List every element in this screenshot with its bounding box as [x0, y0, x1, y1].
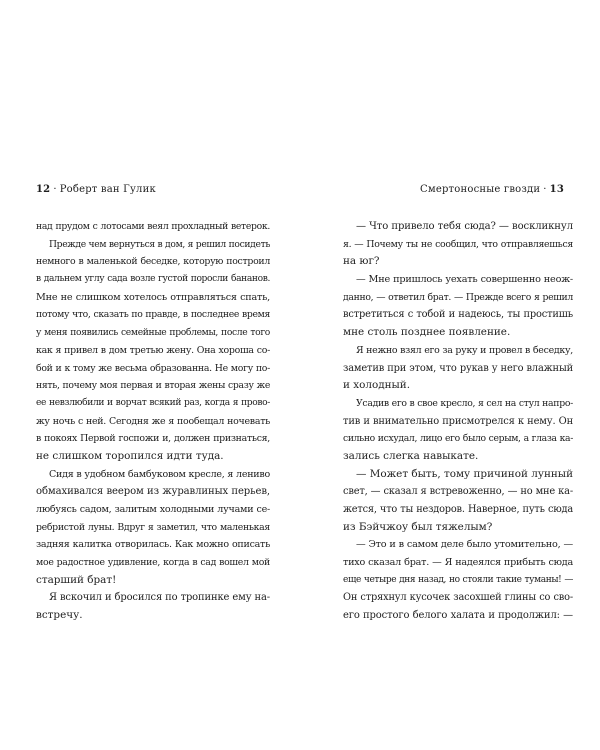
- text-line: Мне не слишком хотелось отправляться спать,: [36, 291, 270, 303]
- text-line: Усадив его в свое кресло, я сел на стул напро-: [356, 397, 573, 409]
- left-page-number: 12: [36, 184, 51, 195]
- right-running-title: Смертоносные гвозди: [420, 184, 541, 195]
- text-line: и холодный.: [343, 379, 411, 392]
- text-line: в покоях Первой госпожи и, должен признаться,: [36, 433, 270, 445]
- text-line: обмахивался веером из журавлиных перьев,: [36, 486, 270, 498]
- text-line: заметив при этом, что рукав у него влажный: [343, 362, 573, 374]
- text-line: сильно исхудал, лицо его было серым, а глаза ка-: [343, 433, 573, 445]
- text-line: его простого белого халата и продолжил: —: [343, 610, 573, 622]
- text-line: Прежде чем вернуться в дом, я решил посидеть: [49, 238, 270, 250]
- text-line: встретиться с тобой и надеюсь, ты простишь: [343, 309, 573, 321]
- text-line: потому что, сказать по правде, в последнее время: [36, 309, 270, 321]
- text-line: задняя калитка отворилась. Как можно описать: [36, 539, 270, 551]
- text-line: из Бэйчжоу был тяжелым?: [343, 520, 493, 533]
- text-line: у меня появились семейные проблемы, после того: [36, 327, 270, 339]
- text-line: тив и внимательно присмотрелся к нему. Он: [343, 415, 573, 427]
- text-line: тихо сказал брат. — Я надеялся прибыть сюда: [343, 557, 573, 569]
- text-line: зались слегка навыкате.: [343, 449, 479, 462]
- separator-dot: ·: [543, 184, 547, 195]
- right-running-head: [420, 184, 564, 196]
- left-running-title: Роберт ван Гулик: [59, 184, 156, 195]
- left-body-text: [36, 218, 270, 625]
- right-page: [300, 0, 600, 750]
- text-line: — Может быть, тому причиной лунный: [356, 467, 573, 480]
- text-line: данно, — ответил брат. — Прежде всего я решил: [343, 291, 573, 303]
- text-line: Я нежно взял его за руку и провел в беседку,: [356, 344, 573, 356]
- right-page-number: 13: [549, 184, 564, 195]
- text-line: я. — Почему ты не сообщил, что отправляешься: [343, 238, 573, 250]
- text-line: нять, почему моя первая и вторая жены сразу же: [36, 380, 270, 392]
- text-line: бой и к тому же весьма образованна. Не могу по-: [36, 362, 270, 374]
- text-line: в дальнем углу сада возле густой поросли бананов.: [36, 274, 270, 285]
- text-line: немного в маленькой беседке, которую построил: [36, 256, 270, 268]
- text-line: — Это и в самом деле было утомительно, —: [356, 539, 573, 551]
- text-line: встречу.: [36, 609, 83, 622]
- text-line: над прудом с лотосами веял прохладный ветерок.: [36, 221, 270, 232]
- text-line: мое радостное удивление, когда в сад вошел мой: [36, 557, 270, 569]
- text-line: жу ночь с ней. Сегодня же я пообещал ночевать: [36, 415, 270, 427]
- text-line: ее невзлюбили и ворчат всякий раз, когда я прово-: [36, 397, 270, 408]
- text-line: Я вскочил и бросился по тропинке ему на-: [49, 592, 270, 604]
- separator-dot: ·: [53, 184, 57, 195]
- text-line: как я привел в дом третью жену. Она хороша со-: [36, 344, 270, 356]
- text-line: Сидя в удобном бамбуковом кресле, я лениво: [49, 468, 270, 480]
- left-running-head: [36, 184, 156, 196]
- text-line: мне столь позднее появление.: [343, 326, 511, 339]
- text-line: ребристой луны. Вдруг я заметил, что маленькая: [36, 521, 270, 533]
- text-line: не слишком торопился идти туда.: [36, 449, 224, 462]
- text-line: — Что привело тебя сюда? — воскликнул: [356, 221, 573, 232]
- text-line: еще четыре дня назад, но стояли такие туманы! —: [343, 574, 573, 585]
- text-line: жется, что ты нездоров. Наверное, путь сюда: [343, 504, 573, 515]
- right-body-text: [343, 218, 573, 625]
- text-line: — Мне пришлось уехать совершенно неож-: [356, 274, 573, 286]
- text-line: свет, — сказал я встревоженно, — но мне ка-: [343, 486, 573, 498]
- text-line: на юг?: [343, 255, 380, 268]
- text-line: старший брат!: [36, 573, 117, 586]
- text-line: любуясь садом, залитым холодными лучами се-: [36, 504, 270, 515]
- text-line: Он стряхнул кусочек засохшей глины со сво-: [343, 592, 573, 604]
